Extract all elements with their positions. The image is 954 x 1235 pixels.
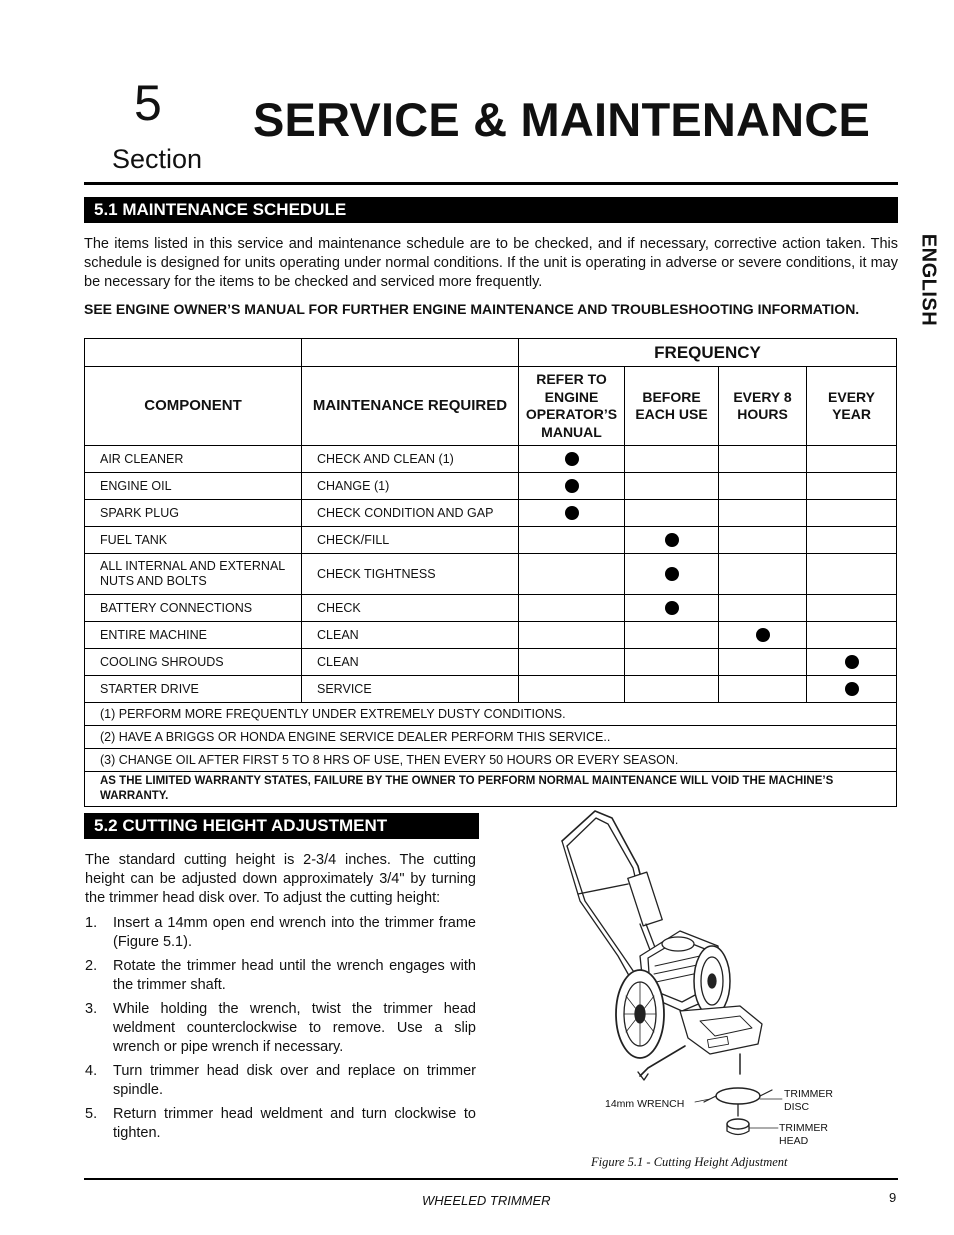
adjustment-steps	[85, 914, 476, 1143]
frequency-cell	[519, 554, 625, 595]
frequency-marker-icon	[665, 601, 679, 615]
warranty-warning: AS THE LIMITED WARRANTY STATES, FAILURE BY THE OWNER TO PERFORM NORMAL MAINTENANCE WILL VOID THE MACHINE’S WARRANTY.	[85, 772, 897, 807]
maintenance-cell: SERVICE	[302, 676, 519, 703]
schedule-row	[85, 595, 897, 622]
freq-column-header: EVERY YEAR	[807, 367, 897, 446]
frequency-cell	[519, 622, 625, 649]
step-number: 1.	[85, 915, 98, 931]
blank-header-cell	[85, 339, 302, 367]
frequency-cell	[625, 500, 719, 527]
section-number: 5	[134, 75, 162, 131]
engine-manual-note: SEE ENGINE OWNER’S MANUAL FOR FURTHER ENGINE MAINTENANCE AND TROUBLESHOOTING INFORMATION.	[84, 301, 860, 317]
frequency-cell	[807, 595, 897, 622]
section-word: Section	[112, 144, 203, 174]
adjustment-step	[85, 1062, 476, 1100]
frequency-cell	[519, 500, 625, 527]
frequency-cell	[625, 649, 719, 676]
component-cell: ENGINE OIL	[85, 473, 302, 500]
step-number: 5.	[85, 1106, 98, 1122]
frequency-marker-icon	[845, 682, 859, 696]
schedule-row	[85, 527, 897, 554]
component-cell: BATTERY CONNECTIONS	[85, 595, 302, 622]
schedule-rows	[85, 446, 897, 703]
maintenance-column-header: MAINTENANCE REQUIRED	[302, 367, 519, 446]
frequency-cell	[719, 622, 807, 649]
adjustment-step	[85, 1105, 476, 1143]
maintenance-cell: CLEAN	[302, 622, 519, 649]
maintenance-schedule-table	[84, 338, 897, 807]
frequency-cell	[807, 527, 897, 554]
frequency-cell	[519, 676, 625, 703]
wrench-label: 14mm WRENCH	[605, 1098, 685, 1110]
frequency-cell	[719, 554, 807, 595]
frequency-cell	[719, 500, 807, 527]
frequency-cell	[719, 595, 807, 622]
frequency-cell	[807, 500, 897, 527]
frequency-cell	[807, 649, 897, 676]
component-column-header: COMPONENT	[85, 367, 302, 446]
step-text: Turn trimmer head disk over and replace on trimmer spindle.	[113, 1063, 476, 1098]
freq-column-header: BEFORE EACH USE	[625, 367, 719, 446]
cutting-height-heading: 5.2 CUTTING HEIGHT ADJUSTMENT	[84, 813, 479, 839]
component-cell: ENTIRE MACHINE	[85, 622, 302, 649]
language-tab	[913, 225, 943, 335]
table-footnote: (1) PERFORM MORE FREQUENTLY UNDER EXTREMELY DUSTY CONDITIONS.	[85, 703, 897, 726]
table-footnote: (3) CHANGE OIL AFTER FIRST 5 TO 8 HRS OF USE, THEN EVERY 50 HOURS OR EVERY SEASON.	[85, 749, 897, 772]
step-text: Insert a 14mm open end wrench into the trimmer frame (Figure 5.1).	[113, 915, 476, 950]
schedule-row	[85, 446, 897, 473]
language-tab-label: ENGLISH	[917, 233, 940, 327]
frequency-cell	[625, 622, 719, 649]
step-number: 3.	[85, 1001, 98, 1017]
trimmer-disc-label: TRIMMER DISC	[784, 1088, 833, 1113]
frequency-cell	[719, 649, 807, 676]
page-title: SERVICE & MAINTENANCE	[253, 93, 871, 146]
step-text: While holding the wrench, twist the trimmer head weldment counterclockwise to remove. Use a slip wrench or pipe wrench if necessary.	[113, 1001, 476, 1055]
frequency-marker-icon	[565, 506, 579, 520]
frequency-cell	[719, 446, 807, 473]
maintenance-schedule-heading: 5.1 MAINTENANCE SCHEDULE	[84, 197, 898, 223]
component-cell: AIR CLEANER	[85, 446, 302, 473]
frequency-cell	[807, 676, 897, 703]
component-cell: FUEL TANK	[85, 527, 302, 554]
step-number: 4.	[85, 1063, 98, 1079]
step-text: Rotate the trimmer head until the wrench engages with the trimmer shaft.	[113, 958, 476, 993]
maintenance-cell: CHECK/FILL	[302, 527, 519, 554]
adjustment-step	[85, 914, 476, 952]
component-cell: SPARK PLUG	[85, 500, 302, 527]
schedule-row	[85, 554, 897, 595]
frequency-cell	[807, 622, 897, 649]
frequency-header: FREQUENCY	[519, 339, 897, 367]
header-rule	[84, 182, 898, 185]
schedule-row	[85, 649, 897, 676]
frequency-cell	[625, 554, 719, 595]
table-footnote: (2) HAVE A BRIGGS OR HONDA ENGINE SERVICE DEALER PERFORM THIS SERVICE..	[85, 726, 897, 749]
trimmer-head-label: TRIMMER HEAD	[779, 1122, 828, 1147]
schedule-row	[85, 473, 897, 500]
frequency-cell	[719, 527, 807, 554]
frequency-cell	[719, 473, 807, 500]
footer-rule	[84, 1178, 898, 1180]
step-text: Return trimmer head weldment and turn clockwise to tighten.	[113, 1106, 476, 1141]
blank-header-cell	[302, 339, 519, 367]
component-cell: COOLING SHROUDS	[85, 649, 302, 676]
frequency-marker-icon	[756, 628, 770, 642]
cutting-height-intro: The standard cutting height is 2-3/4 inches. The cutting height can be adjusted down approximately 3/4" by turning the trimmer head disk over. To adjust the cutting height:	[85, 852, 476, 906]
frequency-marker-icon	[665, 567, 679, 581]
component-cell: ALL INTERNAL AND EXTERNAL NUTS AND BOLTS	[85, 554, 302, 595]
footer-product: WHEELED TRIMMER	[422, 1193, 551, 1208]
frequency-marker-icon	[565, 479, 579, 493]
frequency-cell	[807, 473, 897, 500]
schedule-row	[85, 622, 897, 649]
frequency-marker-icon	[665, 533, 679, 547]
component-cell: STARTER DRIVE	[85, 676, 302, 703]
frequency-marker-icon	[565, 452, 579, 466]
frequency-cell	[625, 676, 719, 703]
frequency-cell	[519, 595, 625, 622]
page-number: 9	[889, 1190, 897, 1205]
trimmer-figure	[540, 806, 870, 1151]
maintenance-cell: CHECK CONDITION AND GAP	[302, 500, 519, 527]
freq-column-header: REFER TO ENGINE OPERATOR’S MANUAL	[519, 367, 625, 446]
maintenance-cell: CLEAN	[302, 649, 519, 676]
frequency-cell	[519, 473, 625, 500]
maintenance-cell: CHECK AND CLEAN (1)	[302, 446, 519, 473]
cutting-height-text	[85, 851, 476, 1148]
maintenance-cell: CHANGE (1)	[302, 473, 519, 500]
freq-column-header: EVERY 8 HOURS	[719, 367, 807, 446]
frequency-cell	[625, 527, 719, 554]
schedule-intro: The items listed in this service and maintenance schedule are to be checked, and if necessary, corrective action taken. This schedule is designed for units operating under normal conditions. If the unit is operating in adverse or severe conditions, it may be necessary for the items to be checked and serviced more frequently.	[84, 236, 898, 290]
adjustment-step	[85, 957, 476, 995]
maintenance-cell: CHECK	[302, 595, 519, 622]
frequency-cell	[519, 527, 625, 554]
step-number: 2.	[85, 958, 98, 974]
frequency-cell	[625, 595, 719, 622]
frequency-cell	[519, 446, 625, 473]
frequency-cell	[519, 649, 625, 676]
maintenance-cell: CHECK TIGHTNESS	[302, 554, 519, 595]
frequency-cell	[807, 554, 897, 595]
frequency-cell	[625, 446, 719, 473]
figure-caption: Figure 5.1 - Cutting Height Adjustment	[591, 1155, 788, 1169]
frequency-cell	[719, 676, 807, 703]
adjustment-step	[85, 1000, 476, 1057]
schedule-row	[85, 676, 897, 703]
schedule-row	[85, 500, 897, 527]
frequency-cell	[625, 473, 719, 500]
frequency-marker-icon	[845, 655, 859, 669]
frequency-cell	[807, 446, 897, 473]
